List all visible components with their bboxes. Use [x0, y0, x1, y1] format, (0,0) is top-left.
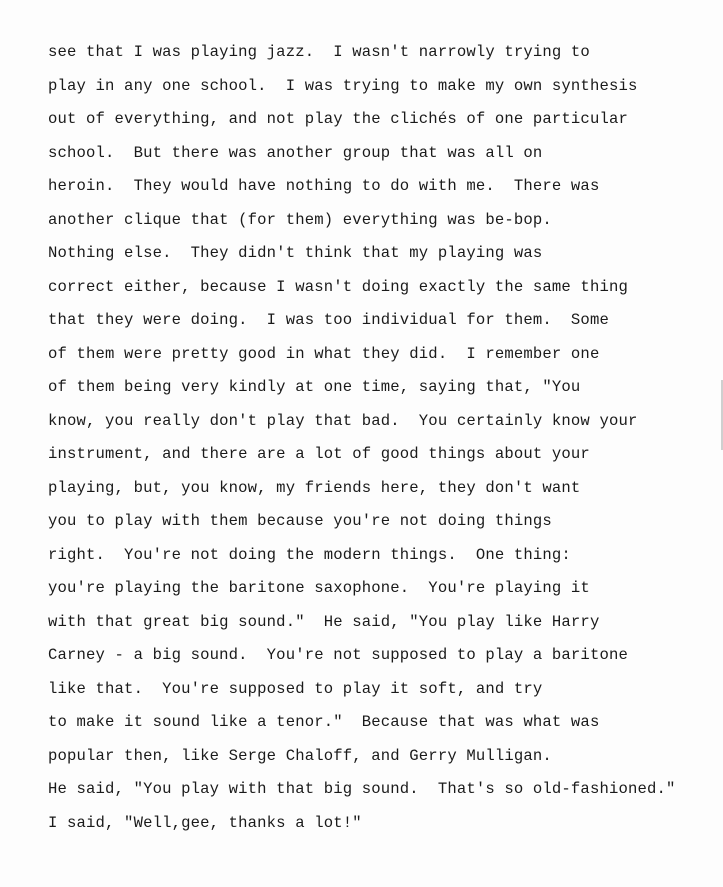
- text-line: I said, "Well,gee, thanks a lot!": [48, 813, 362, 832]
- text-line: instrument, and there are a lot of good things about your: [48, 445, 590, 463]
- text-line: He said, "You play with that big sound. That's so old-fashioned.": [48, 780, 676, 798]
- text-line: to make it sound like a tenor." Because that was what was: [48, 713, 600, 731]
- text-line: see that I was playing jazz. I wasn't narrowly trying to: [48, 43, 590, 61]
- text-line: Carney - a big sound. You're not supposed to play a baritone: [48, 646, 628, 664]
- text-line: you to play with them because you're not doing things: [48, 512, 552, 530]
- text-line: playing, but, you know, my friends here, they don't want: [48, 478, 581, 497]
- text-line: that they were doing. I was too individual for them. Some: [48, 311, 609, 329]
- text-line: of them being very kindly at one time, saying that, "You: [48, 378, 581, 396]
- text-line: with that great big sound." He said, "You play like Harry: [48, 612, 600, 631]
- text-line: Nothing else. They didn't think that my playing was: [48, 244, 543, 262]
- text-line: another clique that (for them) everything was be-bop.: [48, 210, 552, 229]
- text-line: school. But there was another group that was all on: [48, 143, 543, 162]
- text-line: know, you really don't play that bad. You certainly know your: [48, 411, 638, 430]
- text-line: correct either, because I wasn't doing exactly the same thing: [48, 277, 628, 296]
- text-line: you're playing the baritone saxophone. You're playing it: [48, 579, 590, 597]
- text-line: out of everything, and not play the clichés of one particular: [48, 110, 628, 128]
- text-line: like that. You're supposed to play it soft, and try: [48, 679, 543, 698]
- transcript-body: [48, 36, 708, 840]
- text-line: of them were pretty good in what they did. I remember one: [48, 344, 600, 363]
- text-line: popular then, like Serge Chaloff, and Gerry Mulligan.: [48, 746, 552, 765]
- text-line: play in any one school. I was trying to make my own synthesis: [48, 76, 638, 95]
- text-line: right. You're not doing the modern things. One thing:: [48, 545, 571, 564]
- text-line: heroin. They would have nothing to do with me. There was: [48, 177, 600, 195]
